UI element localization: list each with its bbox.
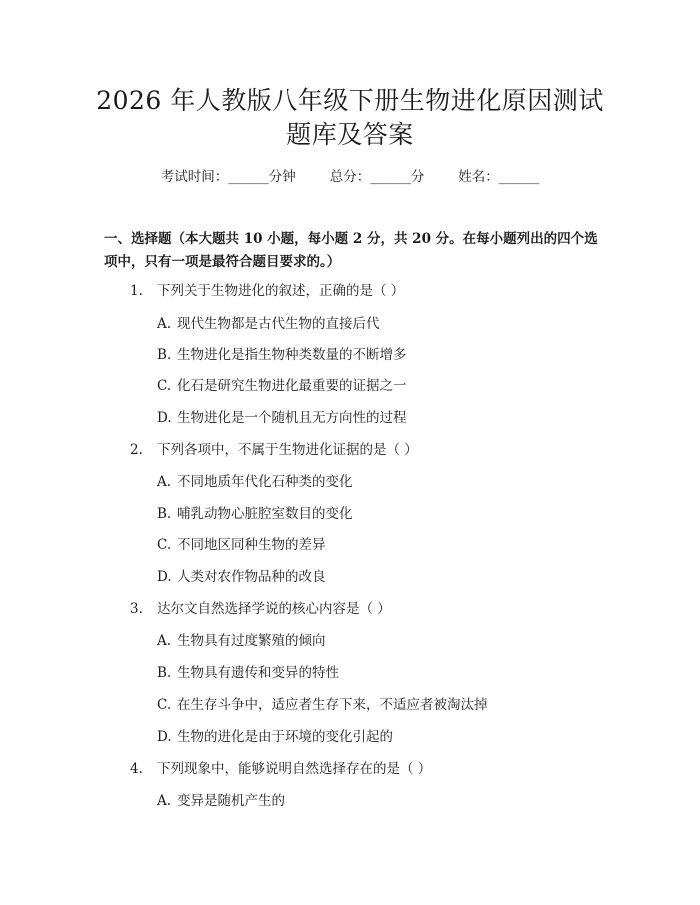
question-1-option-a <box>157 314 380 334</box>
question-number: 2. <box>130 442 143 458</box>
exam-meta-line <box>0 167 700 187</box>
option-letter: D. <box>157 569 172 585</box>
option-text: 生物具有遗传和变异的特性 <box>177 665 339 681</box>
question-3-option-d <box>157 727 393 747</box>
option-letter: B. <box>157 665 172 681</box>
option-letter: C. <box>157 537 172 553</box>
option-text: 生物具有过度繁殖的倾向 <box>177 633 326 649</box>
score-blank: ______ <box>370 169 411 185</box>
option-letter: C. <box>157 697 172 713</box>
option-letter: A. <box>157 316 172 332</box>
option-text: 不同地质年代化石种类的变化 <box>177 474 353 490</box>
question-4-option-a <box>157 791 285 811</box>
question-2 <box>130 440 418 460</box>
question-3-option-a <box>157 631 326 651</box>
option-text: 生物进化是一个随机且无方向性的过程 <box>177 410 407 426</box>
option-text: 变异是随机产生的 <box>177 793 285 809</box>
question-3 <box>130 599 391 619</box>
score-label: 总分： <box>329 169 371 185</box>
option-letter: D. <box>157 729 172 745</box>
question-text: 下列现象中，能够说明自然选择存在的是（ ） <box>157 761 432 777</box>
question-1-option-c <box>157 376 407 396</box>
option-letter: A. <box>157 633 172 649</box>
question-3-option-b <box>157 663 339 683</box>
document-title-line-1: 2026 年人教版八年级下册生物进化原因测试 <box>96 86 604 115</box>
time-blank: ______ <box>228 169 269 185</box>
question-text: 达尔文自然选择学说的核心内容是（ ） <box>157 601 391 617</box>
question-2-option-a <box>157 472 353 492</box>
option-letter: C. <box>157 378 172 394</box>
option-text: 在生存斗争中，适应者生存下来，不适应者被淘汰掉 <box>177 697 488 713</box>
question-number: 1. <box>130 283 143 299</box>
option-letter: D. <box>157 410 172 426</box>
question-number: 3. <box>130 601 143 617</box>
question-2-option-c <box>157 535 326 555</box>
option-letter: B. <box>157 506 172 522</box>
section-heading: 一、选择题（本大题共 10 小题，每小题 2 分，共 20 分。在每小题列出的四个选项中，只有一项是最符合题目要求的。） <box>104 231 598 270</box>
question-text: 下列关于生物进化的叙述，正确的是（ ） <box>157 283 405 299</box>
question-1-option-d <box>157 408 407 428</box>
option-letter: B. <box>157 347 172 363</box>
option-text: 化石是研究生物进化最重要的证据之一 <box>177 378 407 394</box>
document-title-line-2: 题库及答案 <box>286 120 414 149</box>
name-label: 姓名： <box>458 169 499 185</box>
name-blank: ______ <box>498 169 540 185</box>
question-text: 下列各项中，不属于生物进化证据的是（ ） <box>157 442 418 458</box>
time-unit: 分钟 <box>268 169 296 185</box>
score-unit: 分 <box>410 169 425 185</box>
question-2-option-b <box>157 504 353 524</box>
option-text: 生物的进化是由于环境的变化引起的 <box>177 729 393 745</box>
question-1 <box>130 281 404 301</box>
option-text: 哺乳动物心脏腔室数目的变化 <box>177 506 353 522</box>
question-1-option-b <box>157 345 407 365</box>
time-label: 考试时间： <box>160 169 229 185</box>
question-2-option-d <box>157 567 326 587</box>
option-letter: A. <box>157 793 172 809</box>
question-4 <box>130 759 431 779</box>
option-text: 人类对农作物品种的改良 <box>177 569 326 585</box>
question-3-option-c <box>157 695 488 715</box>
question-number: 4. <box>130 761 143 777</box>
option-text: 生物进化是指生物种类数量的不断增多 <box>177 347 407 363</box>
option-text: 现代生物都是古代生物的直接后代 <box>177 316 380 332</box>
option-text: 不同地区同种生物的差异 <box>177 537 326 553</box>
option-letter: A. <box>157 474 172 490</box>
